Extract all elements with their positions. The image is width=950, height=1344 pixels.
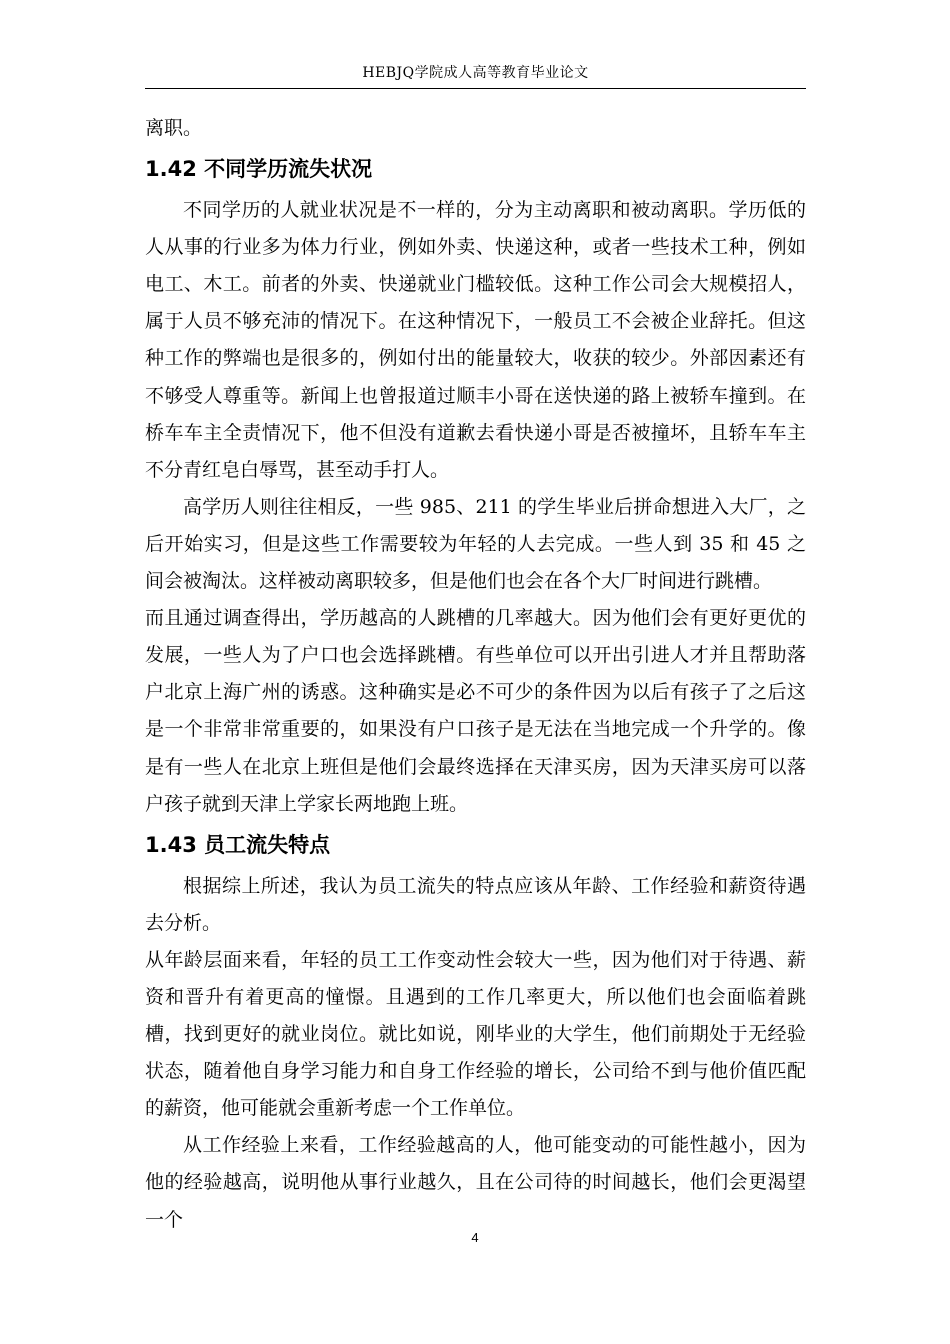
body-text xyxy=(145,110,806,1239)
section-heading: 1.42 不同学历流失状况 xyxy=(145,157,373,182)
paragraph: 离职。 xyxy=(145,117,203,139)
section-heading: 1.43 员工流失特点 xyxy=(145,832,331,857)
paragraph: 根据综上所述，我认为员工流失的特点应该从年龄、工作经验和薪资待遇去分析。 xyxy=(145,874,806,934)
paragraph: 不同学历的人就业状况是不一样的，分为主动离职和被动离职。学历低的人从事的行业多为体力行业，例如外卖、快递这种，或者一些技术工种，例如电工、木工。前者的外卖、快递就业门槛较低。这种工作公司会大规模招人，属于人员不够充沛的情况下。在这种情况下，一般员工不会被企业辞托。但这种工作的弊端也是很多的，例如付出的能量较大，收获的较少。外部因素还有不够受人尊重等。新闻上也曾报道过顺丰小哥在送快递的路上被轿车撞到。在桥车车主全责情况下，他不但没有道歉去看快递小哥是否被撞坏，且轿车车主不分青红皂白辱骂，甚至动手打人。 xyxy=(145,199,806,481)
paragraph: 从年龄层面来看，年轻的员工工作变动性会较大一些，因为他们对于待遇、薪资和晋升有着更高的憧憬。且遇到的工作几率更大，所以他们也会面临着跳槽，找到更好的就业岗位。就比如说，刚毕业的大学生，他们前期处于无经验状态，随着他自身学习能力和自身工作经验的增长，公司给不到与他价值匹配的薪资，他可能就会重新考虑一个工作单位。 xyxy=(145,948,806,1120)
page-number: 4 xyxy=(471,1230,479,1245)
header-rule xyxy=(145,88,806,89)
paragraph: 高学历人则往往相反，一些 985、211 的学生毕业后拼命想进入大厂，之后开始实习，但是这些工作需要较为年轻的人去完成。一些人到 35 和 45 之间会被淘汰。这样被动离职较多，但是他们也会在各个大厂时间进行跳槽。 xyxy=(145,495,806,593)
paragraph: 而且通过调查得出，学历越高的人跳槽的几率越大。因为他们会有更好更优的发展，一些人为了户口也会选择跳槽。有些单位可以开出引进人才并且帮助落户北京上海广州的诱惑。这种确实是必不可少的条件因为以后有孩子了之后这是一个非常非常重要的，如果没有户口孩子是无法在当地完成一个升学的。像是有一些人在北京上班但是他们会最终选择在天津买房，因为天津买房可以落户孩子就到天津上学家长两地跑上班。 xyxy=(145,607,806,815)
running-header: HEBJQ学院成人高等教育毕业论文 xyxy=(362,65,589,81)
paragraph: 从工作经验上来看，工作经验越高的人，他可能变动的可能性越小，因为他的经验越高，说明他从事行业越久，且在公司待的时间越长，他们会更渴望一个 xyxy=(145,1134,806,1231)
